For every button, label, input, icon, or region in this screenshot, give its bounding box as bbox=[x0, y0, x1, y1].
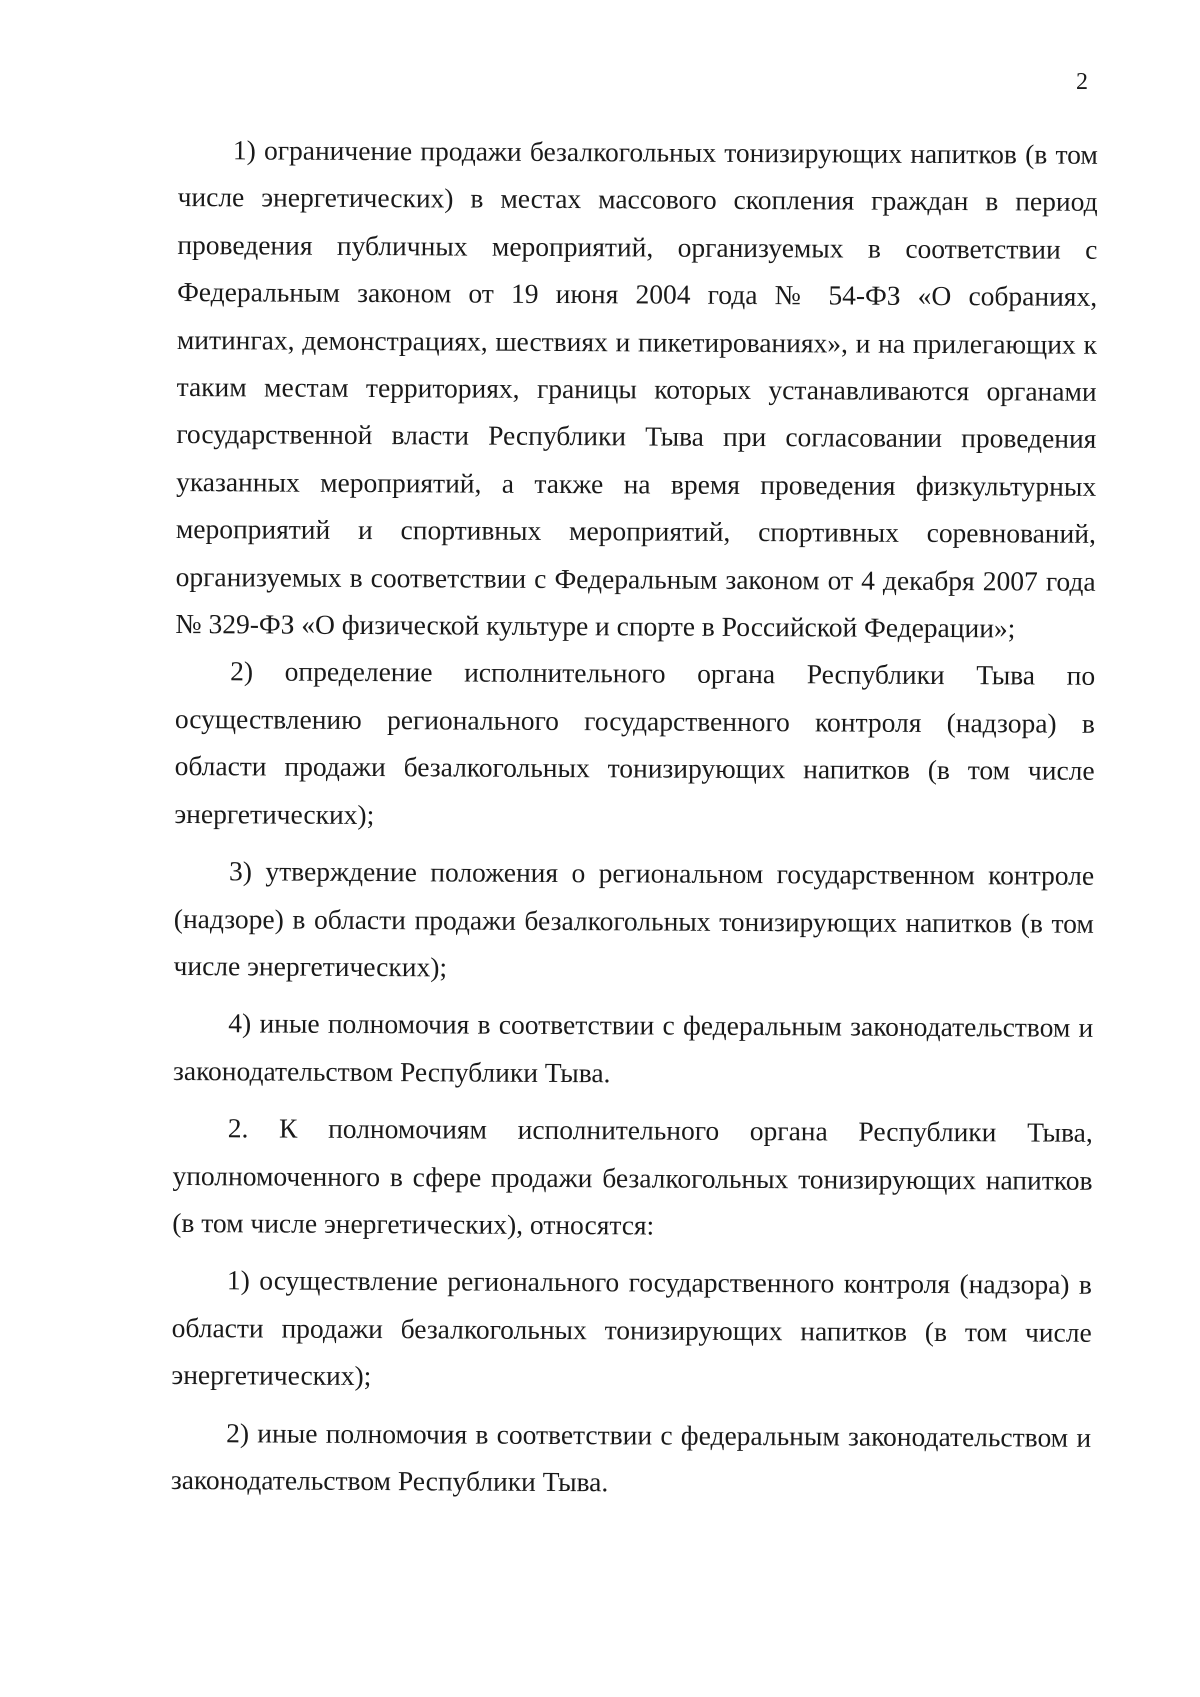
page-number: 2 bbox=[1076, 69, 1088, 95]
paragraph-item-3-regulation: 3) утверждение положения о региональном государственном контроле (надзоре) в области продажи безалкогольных тонизирующих напитков (в том числе энергетических); bbox=[173, 855, 1095, 983]
paragraph-section-2-item-2: 2) иные полномочия в соответствии с федеральным законодательством и законодательством Республики Тыва. bbox=[170, 1416, 1092, 1498]
paragraph-item-4-other-powers: 4) иные полномочия в соответствии с федеральным законодательством и законодательством Республики Тыва. bbox=[172, 1007, 1094, 1088]
document-body bbox=[171, 126, 1098, 1508]
paragraph-section-2-intro: 2. К полномочиям исполнительного органа Республики Тыва, уполномоченного в сфере продажи безалкогольных тонизирующих напитков (в том числе энергетических), относятся: bbox=[172, 1112, 1093, 1241]
paragraph-section-2-item-1: 1) осуществление регионального государственного контроля (надзора) в области продажи безалкогольных тонизирующих напитков (в том числе энергетических); bbox=[171, 1264, 1093, 1392]
paragraph-item-1-restriction: 1) ограничение продажи безалкогольных тонизирующих напитков (в том числе энергетических) в местах массового скопления граждан в период проведения публичных мероприятий, организуемых в соответствии с Федеральным законом от 19 июня 2004 года № 54-ФЗ «О собраниях, митингах, демонстрациях, шествиях и пикетированиях», и на прилегающих к таким местам территориях, границы которых устанавливаются органами государственной власти Республики Тыва при согласовании проведения указанных мероприятий, а также на время проведения физкультурных мероприятий и спортивных мероприятий, спортивных соревнований, организуемых в соответствии с Федеральным законом от 4 декабря 2007 года № 329-ФЗ «О физической культуре и спорте в Российской Федерации»; bbox=[175, 134, 1098, 644]
paragraph-item-2-designation: 2) определение исполнительного органа Республики Тыва по осуществлению регионального государственного контроля (надзора) в области продажи безалкогольных тонизирующих напитков (в том числе энергетических); bbox=[174, 655, 1096, 830]
